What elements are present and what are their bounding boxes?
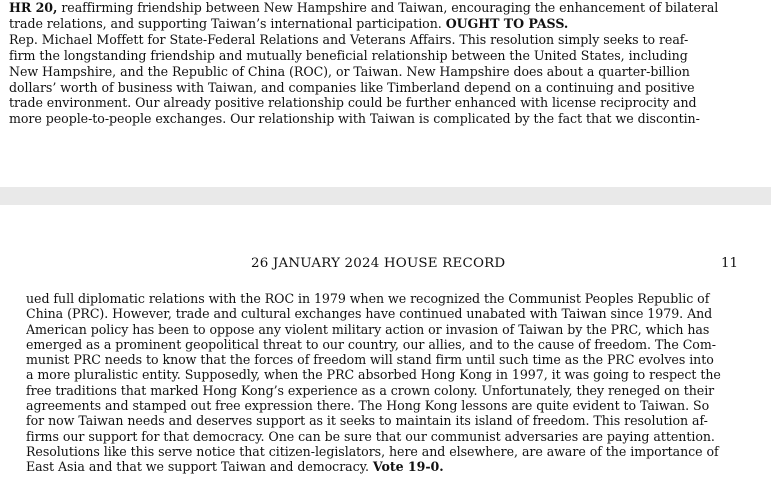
text-line: trade environment. Our already positive relationship could be further enhanced with license reciprocity and	[9, 95, 697, 111]
running-head	[0, 256, 771, 274]
text-line: for now Taiwan needs and deserves support as it seeks to maintain its island of freedom. This resolution af-	[26, 413, 708, 429]
vote-result: Vote 19-0.	[372, 459, 444, 475]
text-line: Rep. Michael Moffett for State-Federal Relations and Veterans Affairs. This resolution simply seeks to reaf-	[9, 31, 689, 47]
text-line: American policy has been to oppose any violent military action or invasion of Taiwan by the PRC, which has	[26, 321, 710, 337]
bill-number: HR 20,	[9, 0, 58, 15]
text-line: agreements and stamped out free expression there. The Hong Kong lessons are quite evident to Taiwan. So	[26, 398, 710, 414]
text-line: East Asia and that we support Taiwan and democracy. Vote 19-0.	[26, 459, 444, 475]
previous-page-text	[9, 0, 767, 127]
page-body-text	[26, 291, 766, 475]
page-header-title: 26 JANUARY 2024 HOUSE RECORD	[251, 256, 506, 271]
text-line: a more pluralistic entity. Supposedly, when the PRC absorbed Hong Kong in 1997, it was going to respect the	[26, 367, 721, 383]
text-line: HR 20, reaffirming friendship between New Hampshire and Taiwan, encouraging the enhancement of bilateral	[9, 0, 719, 15]
text-line: munist PRC needs to know that the forces of freedom will stand firm until such time as the PRC evolves into	[26, 352, 714, 368]
text-line: ued full diplomatic relations with the ROC in 1979 when we recognized the Communist Peoples Republic of	[26, 291, 710, 306]
text-line: firms our support for that democracy. One can be sure that our communist adversaries are paying attention.	[26, 428, 715, 444]
text-line: free traditions that marked Hong Kong’s experience as a crown colony. Unfortunately, they reneged on their	[26, 382, 715, 398]
text-line: China (PRC). However, trade and cultural exchanges have continued unabated with Taiwan since 1979. And	[26, 306, 713, 322]
page-number: 11	[721, 256, 739, 271]
text-line: Resolutions like this serve notice that citizen-legislators, here and elsewhere, are aware of the importance of	[26, 443, 719, 459]
text-line: firm the longstanding friendship and mutually beneficial relationship between the United States, including	[9, 47, 688, 63]
text-line: dollars’ worth of business with Taiwan, and companies like Timberland depend on a continuing and positive	[9, 79, 695, 95]
text-line: New Hampshire, and the Republic of China (ROC), or Taiwan. New Hampshire does about a quarter-billion	[9, 63, 690, 79]
text-line: more people-to-people exchanges. Our relationship with Taiwan is complicated by the fact that we discontin-	[9, 111, 700, 127]
page-break-band	[0, 187, 771, 205]
text-line: emerged as a prominent geopolitical threat to our country, our allies, and to the cause of freedom. The Com-	[26, 336, 716, 352]
committee-recommendation: OUGHT TO PASS.	[445, 15, 569, 31]
text-line: trade relations, and supporting Taiwan’s international participation. OUGHT TO PASS.	[9, 15, 569, 31]
